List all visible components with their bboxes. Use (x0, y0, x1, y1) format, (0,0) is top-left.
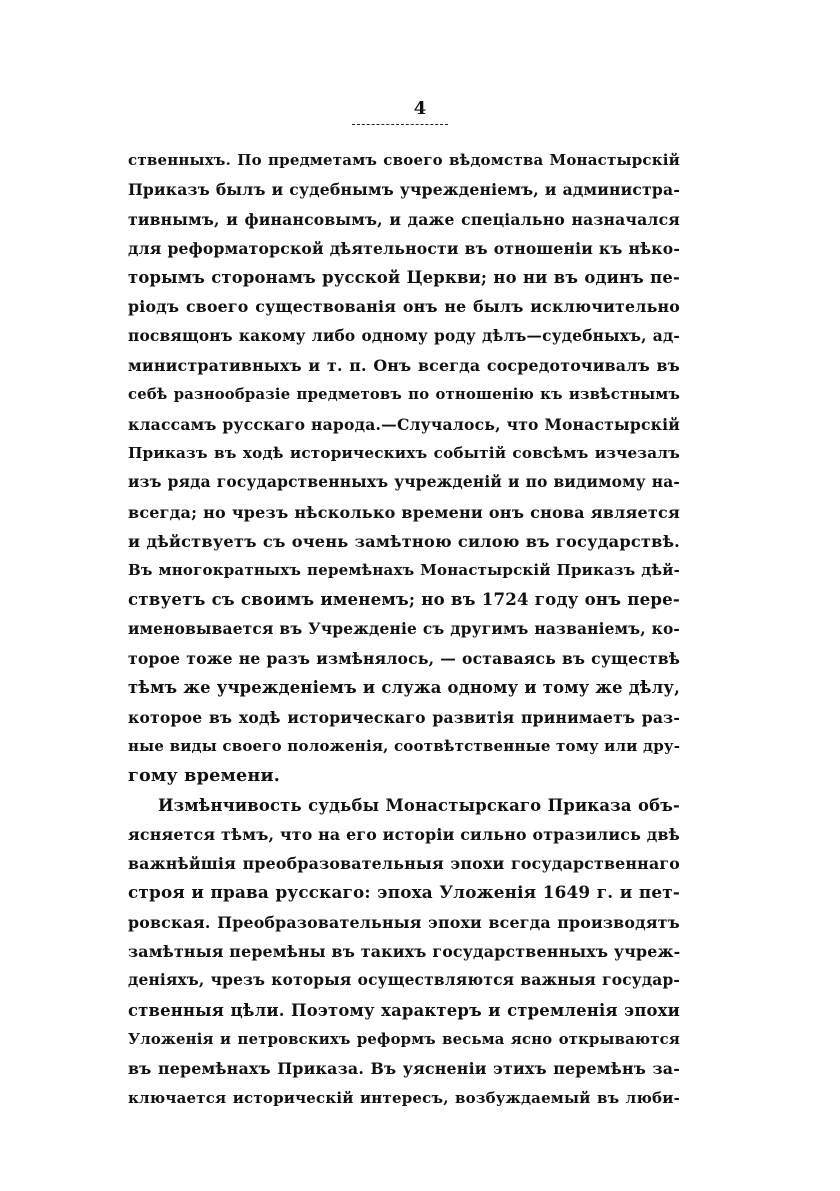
text-line: министративныхъ и т. п. Онъ всегда сосредоточивалъ въ (128, 356, 680, 376)
body-text (128, 146, 680, 1113)
paragraph-1 (128, 146, 680, 791)
text-line: Уложенія и петровскихъ реформъ весьма ясно открываются (128, 1030, 680, 1048)
text-line: торымъ сторонамъ русской Церкви; но ни въ одинъ пе- (128, 268, 680, 288)
text-line: замѣтныя перемѣны въ такихъ государственныхъ учреж- (128, 942, 681, 962)
text-line: и дѣйствуетъ съ очень замѣтною силою въ государствѣ. (128, 531, 680, 551)
text-line: ясняется тѣмъ, что на его исторіи сильно отразились двѣ (128, 824, 680, 844)
text-line: ключается историческій интересъ, возбуждаемый въ люби- (128, 1088, 680, 1107)
text-line: торое тоже не разъ измѣнялось, — оставаясь въ существѣ (128, 649, 680, 669)
text-line: для реформаторской дѣятельности въ отношеніи къ нѣко- (128, 238, 680, 258)
text-line: посвящонъ какому либо одному роду дѣлъ—судебныхъ, ад- (128, 326, 680, 345)
text-line: Приказъ былъ и судебнымъ учрежденіемъ, и администра- (128, 180, 680, 200)
text-line: въ перемѣнахъ Приказа. Въ уясненіи этихъ перемѣнъ за- (128, 1059, 680, 1079)
text-line: важнѣйшія преобразовательныя эпохи государственнаго (128, 854, 680, 874)
text-line: ріодъ своего существованія онъ не былъ исключительно (128, 297, 680, 317)
text-line: строя и права русскаго: эпоха Уложенія 1649 г. и пет- (128, 882, 680, 903)
text-line: ствуетъ съ своимъ именемъ; но въ 1724 году онъ пере- (128, 589, 680, 610)
text-line: Измѣнчивость судьбы Монастырскаго Приказа объ- (158, 795, 680, 815)
paragraph-2 (128, 791, 680, 1113)
text-line: гому времени. (128, 765, 281, 787)
header-rule (352, 124, 448, 125)
text-line: Приказъ въ ходѣ историческихъ событій совсѣмъ изчезалъ (128, 443, 680, 462)
text-line: ственныя цѣли. Поэтому характеръ и стремленія эпохи (128, 1000, 680, 1020)
text-line: тивнымъ, и финансовымъ, и даже спеціально назначался (128, 209, 680, 229)
text-line: ственныхъ. По предметамъ своего вѣдомства Монастырскій (128, 151, 680, 169)
text-line: себѣ разнообразіе предметовъ по отношенію къ извѣстнымъ (128, 386, 680, 404)
text-line: деніяхъ, чрезъ которыя осуществляются важныя государ- (128, 971, 680, 990)
text-line: ные виды своего положенія, соотвѣтственные тому или дру- (128, 736, 681, 755)
text-line: изъ ряда государственныхъ учрежденій и по видимому на- (128, 473, 680, 492)
text-line: Въ многократныхъ перемѣнахъ Монастырскій Приказъ дѣй- (128, 561, 680, 580)
text-line: классамъ русскаго народа.—Случалось, что Монастырскій (128, 414, 680, 434)
text-line: ровская. Преобразовательныя эпохи всегда производятъ (128, 912, 680, 932)
text-line: именовывается въ Учрежденіе съ другимъ названіемъ, ко- (128, 619, 680, 638)
text-line: которое въ ходѣ историческаго развитія принимаетъ раз- (128, 707, 680, 727)
text-line: тѣмъ же учрежденіемъ и служа одному и тому же дѣлу, (128, 678, 680, 698)
text-line: всегда; но чрезъ нѣсколько времени онъ снова является (128, 502, 680, 522)
page-number: 4 (413, 98, 427, 119)
